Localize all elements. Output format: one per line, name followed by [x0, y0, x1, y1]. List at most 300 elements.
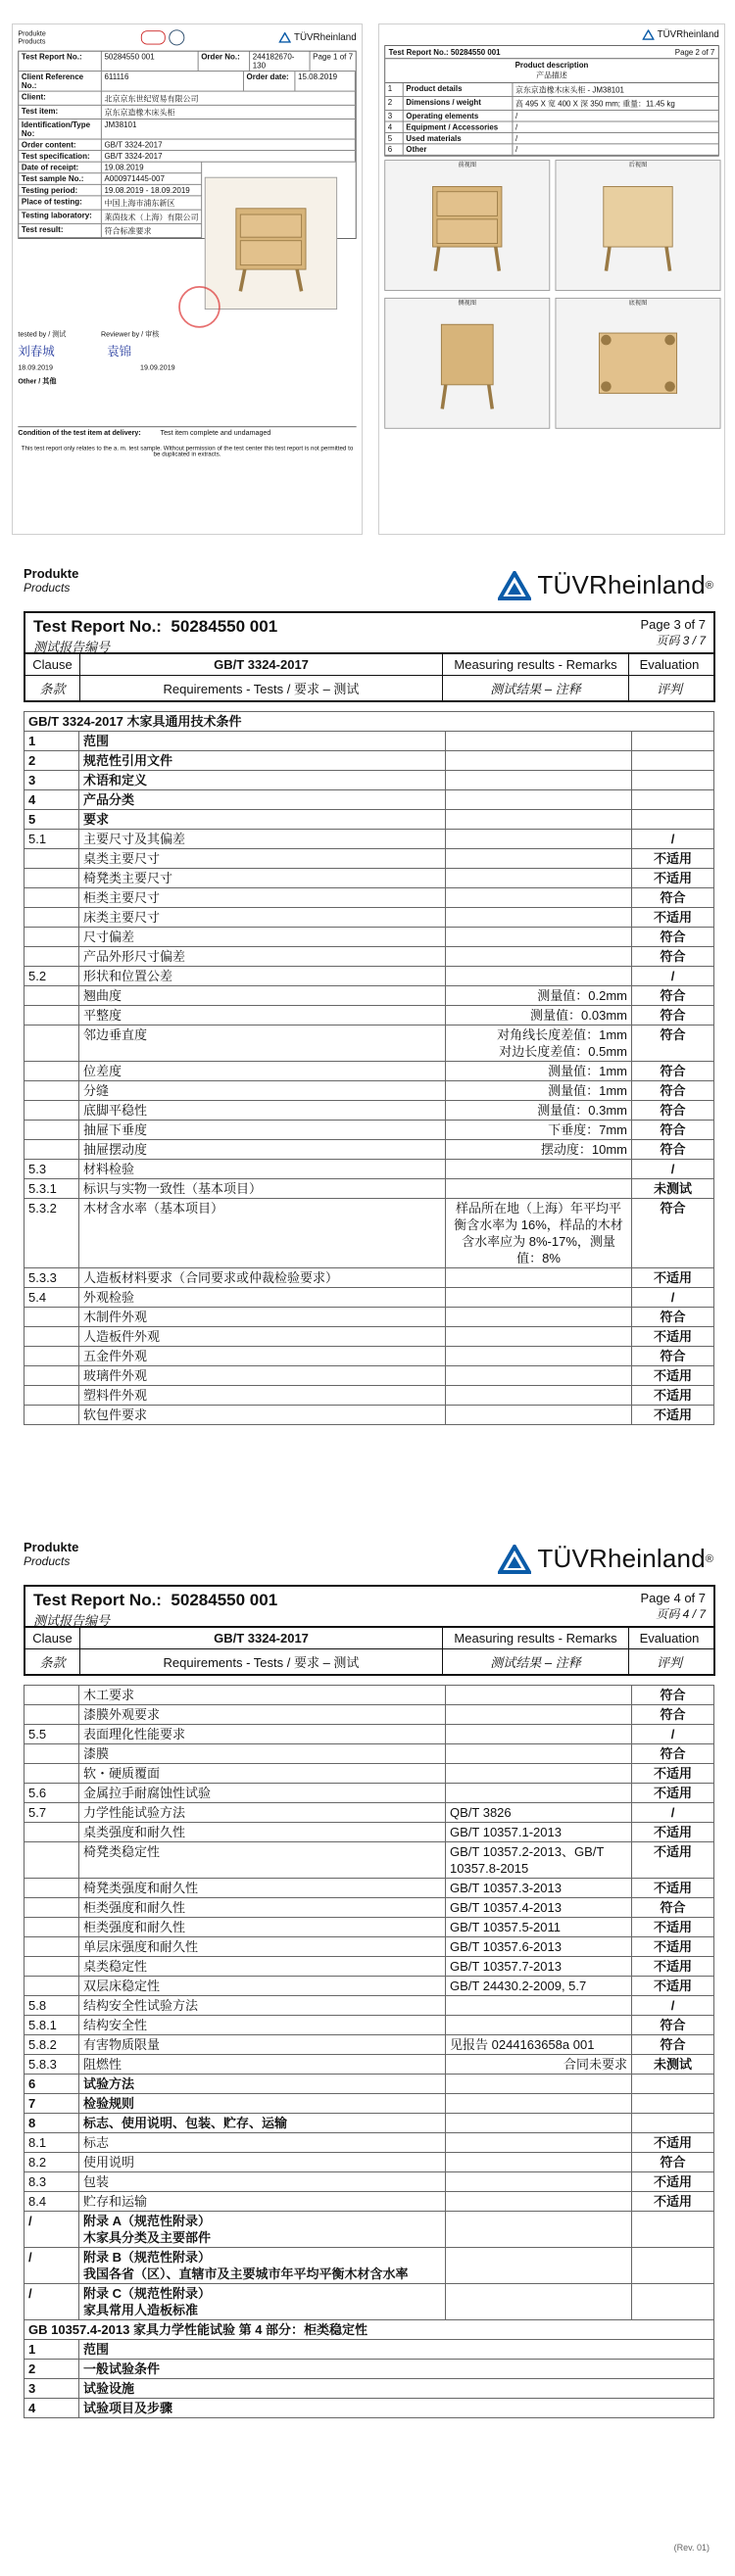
measuring-cell: 样品所在地（上海）年平均平衡含水率为 16%，样品的木材含水率应为 8%-17%，测量值：8%: [446, 1199, 632, 1268]
table-row: [24, 1918, 714, 1937]
report-no-cn: 测试报告编号: [33, 1613, 111, 1628]
report-no-value: 50284550 001: [171, 617, 278, 636]
thumb1-row: [19, 139, 356, 151]
measuring-cell: 测量值：1mm: [446, 1081, 632, 1101]
clause-cell: 5.1: [24, 830, 79, 849]
nightstand-back-icon: [556, 169, 719, 290]
measuring-cell: [446, 2284, 632, 2320]
thumb-page-2-content: [379, 24, 724, 439]
table-row: [24, 2399, 714, 2418]
evaluation-cell: 不适用: [632, 1977, 714, 1996]
evaluation-cell: 不适用: [632, 2172, 714, 2192]
measuring-cell: [446, 1784, 632, 1803]
products-en: Products: [24, 581, 71, 595]
evaluation-cell: 符合: [632, 2035, 714, 2055]
other-label: Other / 其他: [18, 377, 57, 386]
table-row: [24, 2055, 714, 2075]
clause-cell: 5: [24, 810, 79, 830]
measuring-cell: 下垂度：7mm: [446, 1121, 632, 1140]
product-desc-no: 4: [385, 121, 403, 132]
cnas-mark-icon: [169, 29, 184, 45]
evaluation-cell: 不适用: [632, 1327, 714, 1347]
measuring-cell: [446, 1179, 632, 1199]
evaluation-cell: 符合: [632, 1347, 714, 1366]
thumb1-row-label: Testing laboratory:: [19, 211, 102, 223]
clause-cell: [24, 1406, 79, 1425]
clause-cell: [24, 1686, 79, 1705]
thumb1-row-value: 北京京东世纪贸易有限公司: [102, 92, 356, 105]
report-page-4: [24, 1540, 713, 2558]
report-page-3: [24, 566, 713, 1506]
evaluation-cell: 不适用: [632, 1406, 714, 1425]
requirement-cell: 漆膜: [79, 1744, 446, 1764]
measuring-cell: 测量值：1mm: [446, 1062, 632, 1081]
thumb1-row-label: Test item:: [19, 106, 102, 119]
product-desc-row: [385, 111, 718, 121]
table-row: [24, 869, 714, 888]
requirement-cell: 试验设施: [79, 2379, 714, 2399]
col-clause-cn: 条款: [25, 676, 80, 700]
measuring-cell: [446, 1744, 632, 1764]
measuring-cell: 测量值：0.3mm: [446, 1101, 632, 1121]
table-row: [24, 771, 714, 790]
product-desc-value: 京东京造橡木床头柜 - JM38101: [515, 85, 624, 95]
clause-cell: [24, 986, 79, 1006]
condition-value: Test item complete and undamaged: [160, 428, 271, 437]
measuring-cell: [446, 967, 632, 986]
evaluation-cell: /: [632, 830, 714, 849]
evaluation-cell: 符合: [632, 1006, 714, 1026]
thumb-page-2[interactable]: [378, 24, 725, 535]
measuring-cell: [446, 928, 632, 947]
col-measuring-cn: 测试结果 – 注释: [443, 676, 629, 700]
clause-cell: 5.8: [24, 1996, 79, 2016]
clause-cell: [24, 1842, 79, 1879]
product-desc-row: [385, 97, 718, 111]
cma-mark-icon: [141, 30, 166, 44]
tuv-logo-icon: [643, 29, 655, 40]
measuring-cell: [446, 2114, 632, 2133]
products-label: [24, 1540, 78, 1568]
table-row: [24, 1006, 714, 1026]
requirement-cell: 标志: [79, 2133, 446, 2153]
table-row: [24, 830, 714, 849]
clause-cell: 5.4: [24, 1288, 79, 1308]
requirement-cell: 木工要求: [79, 1686, 446, 1705]
nightstand-photo-icon: [206, 178, 337, 309]
table-row: [24, 1347, 714, 1366]
requirement-cell: 范围: [79, 2340, 714, 2360]
requirement-cell: 椅凳类强度和耐久性: [79, 1879, 446, 1898]
measuring-cell: 摆动度：10mm: [446, 1140, 632, 1160]
table-row: [24, 1081, 714, 1101]
measuring-cell: [446, 1725, 632, 1744]
table-row: [24, 2153, 714, 2172]
clause-cell: [24, 1918, 79, 1937]
measuring-cell: [446, 869, 632, 888]
products-de: Produkte: [24, 566, 79, 581]
clause-cell: 8.3: [24, 2172, 79, 2192]
thumb1-row-label: Test Report No.:: [19, 52, 102, 72]
measuring-cell: GB/T 10357.2-2013、GB/T 10357.8-2015: [446, 1842, 632, 1879]
thumb1-brand: TÜVRheinland: [293, 32, 357, 43]
evaluation-cell: 符合: [632, 1121, 714, 1140]
clause-cell: [24, 888, 79, 908]
clause-cell: 5.7: [24, 1803, 79, 1823]
table-row: [24, 732, 714, 751]
report-no-label: Test Report No.:: [33, 1591, 162, 1609]
thumb2-page: Page 2 of 7: [674, 47, 715, 57]
clause-cell: [24, 908, 79, 928]
product-desc-no: 3: [385, 111, 403, 121]
requirement-cell: 金属拉手耐腐蚀性试验: [79, 1784, 446, 1803]
thumb1-row-label: Date of receipt:: [19, 163, 102, 173]
stamp-icon: [178, 286, 220, 328]
table-row: [24, 1199, 714, 1268]
thumb1-row-label: Identification/Type No:: [19, 119, 102, 139]
table-row: [24, 1686, 714, 1705]
requirement-cell: 外观检验: [79, 1288, 446, 1308]
requirement-cell: 产品外形尺寸偏差: [79, 947, 446, 967]
clause-cell: [24, 1121, 79, 1140]
measuring-cell: [446, 1686, 632, 1705]
date-reviewed: 19.09.2019: [139, 363, 175, 372]
tuv-brand-text: TÜVRheinland: [537, 570, 706, 599]
clause-cell: 5.8.1: [24, 2016, 79, 2035]
tuv-logo: [498, 1544, 713, 1574]
thumb1-sample-photo: [205, 177, 337, 310]
requirement-cell: 包装: [79, 2172, 446, 2192]
requirement-cell: 椅凳类稳定性: [79, 1842, 446, 1879]
clause-cell: /: [24, 2212, 79, 2248]
clause-cell: 5.6: [24, 1784, 79, 1803]
measuring-cell: [446, 2212, 632, 2248]
products-de: Produkte: [24, 1540, 79, 1554]
evaluation-cell: 不适用: [632, 2192, 714, 2212]
clause-cell: 7: [24, 2094, 79, 2114]
evaluation-cell: 符合: [632, 888, 714, 908]
clause-cell: 5.8.2: [24, 2035, 79, 2055]
measuring-cell: [446, 2172, 632, 2192]
table-row: [24, 2094, 714, 2114]
requirement-cell: 力学性能试验方法: [79, 1803, 446, 1823]
requirement-cell: 尺寸偏差: [79, 928, 446, 947]
requirement-cell: 规范性引用文件: [79, 751, 446, 771]
evaluation-cell: 符合: [632, 1062, 714, 1081]
product-desc-value: /: [515, 145, 518, 154]
evaluation-cell: 不适用: [632, 1366, 714, 1386]
standard-banner-row: [24, 2320, 714, 2340]
thumb1-row: [19, 173, 202, 185]
requirement-cell: 标志、使用说明、包装、贮存、运输: [79, 2114, 446, 2133]
clause-cell: 4: [24, 790, 79, 810]
evaluation-cell: 符合: [632, 1140, 714, 1160]
measuring-cell: GB/T 10357.4-2013: [446, 1898, 632, 1918]
clause-cell: 1: [24, 732, 79, 751]
evaluation-cell: [632, 2248, 714, 2284]
requirement-cell: 平整度: [79, 1006, 446, 1026]
product-desc-no: 1: [385, 83, 403, 96]
clause-cell: [24, 1937, 79, 1957]
clause-cell: 8.1: [24, 2133, 79, 2153]
table-row: [24, 2075, 714, 2094]
thumb1-row-value: 京东京造橡木床头柜: [102, 106, 356, 119]
table-row: [24, 2248, 714, 2284]
page3-header-box: [24, 611, 715, 702]
requirement-cell: 人造板材料要求（合同要求或仲裁检验要求）: [79, 1268, 446, 1288]
signature-reviewer: 袁锦: [107, 345, 132, 359]
clause-cell: [24, 1081, 79, 1101]
clause-cell: [24, 1823, 79, 1842]
thumb1-row-value: 符合标准要求: [102, 224, 202, 237]
requirement-cell: 抽屉下垂度: [79, 1121, 446, 1140]
table-row: [24, 2016, 714, 2035]
product-desc-label: Other: [404, 144, 514, 155]
revision-label: (Rev. 01): [673, 2543, 710, 2552]
thumb1-row-value: GB/T 3324-2017: [102, 139, 356, 150]
requirement-cell: 标识与实物一致性（基本项目）: [79, 1179, 446, 1199]
measuring-cell: [446, 2094, 632, 2114]
measuring-cell: [446, 790, 632, 810]
measuring-cell: [446, 888, 632, 908]
table-row: [24, 1026, 714, 1062]
evaluation-cell: [632, 751, 714, 771]
thumb1-row-label: Place of testing:: [19, 196, 102, 209]
clause-cell: 8.2: [24, 2153, 79, 2172]
clause-cell: /: [24, 2248, 79, 2284]
requirement-cell: 翘曲度: [79, 986, 446, 1006]
requirement-cell: 阻燃性: [79, 2055, 446, 2075]
table-row: [24, 2192, 714, 2212]
nightstand-front-icon: [385, 169, 549, 290]
thumb1-row-label: Testing period:: [19, 185, 102, 196]
thumb1-row-label: Client Reference No.:: [19, 72, 102, 91]
thumb1-page: Page 1 of 7: [313, 52, 354, 62]
table-row: [24, 1842, 714, 1879]
table-row: [24, 1406, 714, 1425]
thumb1-row: [19, 211, 202, 224]
thumb1-row-value: A000971445-007: [102, 173, 202, 184]
table-row: [24, 849, 714, 869]
requirement-cell: 桌类强度和耐久性: [79, 1823, 446, 1842]
clause-cell: [24, 1898, 79, 1918]
measuring-cell: [446, 1406, 632, 1425]
measuring-cell: [446, 751, 632, 771]
col-requirements: Requirements - Tests / 要求 – 测试: [80, 1649, 443, 1674]
table-row: [24, 1160, 714, 1179]
col-standard: GB/T 3324-2017: [80, 654, 443, 675]
page-number-cn: 页码 3 / 7: [656, 634, 706, 647]
product-desc-label: Dimensions / weight: [404, 97, 514, 110]
requirement-cell: 底脚平稳性: [79, 1101, 446, 1121]
thumb1-row-label: Test specification:: [19, 151, 102, 162]
evaluation-cell: 不适用: [632, 1764, 714, 1784]
table-row: [24, 2340, 714, 2360]
measuring-cell: [446, 2192, 632, 2212]
measuring-cell: [446, 2133, 632, 2153]
requirement-cell: 使用说明: [79, 2153, 446, 2172]
table-row: [24, 1179, 714, 1199]
thumb2-items: [385, 83, 718, 156]
clause-cell: 1: [24, 2340, 79, 2360]
thumb1-row-value: JM38101: [102, 119, 356, 139]
requirement-cell: 检验规则: [79, 2094, 446, 2114]
thumb2-title: Product description: [514, 60, 589, 70]
table-row: [24, 751, 714, 771]
clause-cell: [24, 928, 79, 947]
clause-cell: [24, 1062, 79, 1081]
clause-cell: [24, 1705, 79, 1725]
evaluation-cell: /: [632, 1160, 714, 1179]
thumb2-photos: [384, 160, 718, 436]
measuring-cell: [446, 2016, 632, 2035]
requirement-cell: 要求: [79, 810, 446, 830]
requirement-cell: 材料检验: [79, 1160, 446, 1179]
thumb1-row-value: 莱茵技术（上海）有限公司: [102, 211, 202, 223]
clause-cell: 5.3: [24, 1160, 79, 1179]
photo-side: [384, 298, 550, 429]
measuring-cell: [446, 1327, 632, 1347]
thumb1-row-rvalue: 15.08.2019: [295, 72, 355, 91]
table-row: [24, 1101, 714, 1121]
evaluation-cell: [632, 810, 714, 830]
requirement-cell: 软包件要求: [79, 1406, 446, 1425]
product-desc-value: /: [515, 133, 518, 143]
measuring-cell: [446, 810, 632, 830]
table-row: [24, 1366, 714, 1386]
evaluation-cell: 不适用: [632, 1937, 714, 1957]
page-number: Page 3 of 7: [640, 617, 706, 632]
clause-cell: 3: [24, 771, 79, 790]
requirement-cell: 抽屉摆动度: [79, 1140, 446, 1160]
table-row: [24, 1308, 714, 1327]
col-standard: GB/T 3324-2017: [80, 1628, 443, 1648]
thumb1-row: [19, 185, 202, 197]
clause-cell: [24, 1386, 79, 1406]
nightstand-bottom-icon: [556, 308, 719, 428]
evaluation-cell: 不适用: [632, 1784, 714, 1803]
measuring-cell: [446, 1288, 632, 1308]
table-row: [24, 1268, 714, 1288]
requirement-cell: 木制件外观: [79, 1308, 446, 1327]
table-row: [24, 928, 714, 947]
product-desc-value: /: [515, 122, 518, 132]
thumb1-row-rlabel: Order No.:: [199, 52, 251, 72]
table-row: [24, 1121, 714, 1140]
thumb1-row-label: Test result:: [19, 224, 102, 237]
requirement-cell: 邻边垂直度: [79, 1026, 446, 1062]
clause-cell: 8.4: [24, 2192, 79, 2212]
thumb1-row-value: 19.08.2019: [102, 163, 202, 173]
requirement-cell: 玻璃件外观: [79, 1366, 446, 1386]
clause-cell: 8: [24, 2114, 79, 2133]
page3-requirements-table: [24, 711, 714, 1425]
photo-back-label: 后视图: [628, 162, 648, 168]
requirement-cell: 结构安全性: [79, 2016, 446, 2035]
thumb1-row-label: Order content:: [19, 139, 102, 150]
page-number: Page 4 of 7: [640, 1591, 706, 1605]
table-row: [24, 2284, 714, 2320]
clause-cell: [24, 1879, 79, 1898]
clause-cell: 4: [24, 2399, 79, 2418]
table-row: [24, 2172, 714, 2192]
table-row: [24, 1879, 714, 1898]
requirement-cell: 表面理化性能要求: [79, 1725, 446, 1744]
col-measuring: Measuring results - Remarks: [443, 654, 629, 675]
table-row: [24, 2133, 714, 2153]
evaluation-cell: [632, 771, 714, 790]
requirement-cell: 范围: [79, 732, 446, 751]
thumb-page-1[interactable]: [12, 24, 363, 535]
table-row: [24, 1803, 714, 1823]
thumb1-row: [19, 224, 202, 238]
requirement-cell: 有害物质限量: [79, 2035, 446, 2055]
product-desc-label: Used materials: [404, 133, 514, 144]
measuring-cell: 合同未要求: [446, 2055, 632, 2075]
requirement-cell: 柜类主要尺寸: [79, 888, 446, 908]
measuring-cell: [446, 1705, 632, 1725]
evaluation-cell: 不适用: [632, 1268, 714, 1288]
evaluation-cell: [632, 2114, 714, 2133]
table-row: [24, 1327, 714, 1347]
requirement-cell: 附录 B（规范性附录） 我国各省（区）、直辖市及主要城市年平均平衡木材含水率: [79, 2248, 446, 2284]
clause-cell: [24, 947, 79, 967]
evaluation-cell: 符合: [632, 1101, 714, 1121]
evaluation-cell: 不适用: [632, 849, 714, 869]
tuv-logo: [498, 570, 713, 600]
table-row: [24, 1977, 714, 1996]
evaluation-cell: 未测试: [632, 1179, 714, 1199]
measuring-cell: [446, 1996, 632, 2016]
requirement-cell: 椅凳类主要尺寸: [79, 869, 446, 888]
page4-header-box: [24, 1585, 715, 1676]
requirement-cell: 贮存和运输: [79, 2192, 446, 2212]
measuring-cell: [446, 1347, 632, 1366]
evaluation-cell: [632, 2284, 714, 2320]
reviewer-label: Reviewer by / 审核: [101, 330, 160, 339]
tuv-triangle-icon: [498, 571, 531, 600]
col-requirements: Requirements - Tests / 要求 – 测试: [80, 676, 443, 700]
thumb1-row-value: GB/T 3324-2017: [102, 151, 356, 162]
thumb1-row: [19, 151, 356, 163]
col-clause-cn: 条款: [25, 1649, 80, 1674]
table-row: [24, 1898, 714, 1918]
requirement-cell: 主要尺寸及其偏差: [79, 830, 446, 849]
page-number-cn: 页码 4 / 7: [656, 1607, 706, 1621]
measuring-cell: [446, 2153, 632, 2172]
clause-cell: 5.5: [24, 1725, 79, 1744]
report-no-value: 50284550 001: [171, 1591, 278, 1609]
table-row: [24, 1725, 714, 1744]
clause-cell: 5.3.1: [24, 1179, 79, 1199]
table-row: [24, 2360, 714, 2379]
requirement-cell: 试验方法: [79, 2075, 446, 2094]
measuring-cell: [446, 1268, 632, 1288]
photo-bottom-label: 底视图: [628, 300, 648, 307]
measuring-cell: [446, 830, 632, 849]
product-desc-no: 5: [385, 133, 403, 144]
thumb1-row-rvalue: 244182670-130: [250, 52, 310, 72]
clause-cell: 5.8.3: [24, 2055, 79, 2075]
thumb2-title-cn: 产品描述: [536, 71, 567, 80]
table-row: [24, 888, 714, 908]
evaluation-cell: 符合: [632, 1026, 714, 1062]
evaluation-cell: 符合: [632, 1705, 714, 1725]
measuring-cell: [446, 1160, 632, 1179]
requirement-cell: 术语和定义: [79, 771, 446, 790]
requirement-cell: 桌类稳定性: [79, 1957, 446, 1977]
requirement-cell: 分缝: [79, 1081, 446, 1101]
